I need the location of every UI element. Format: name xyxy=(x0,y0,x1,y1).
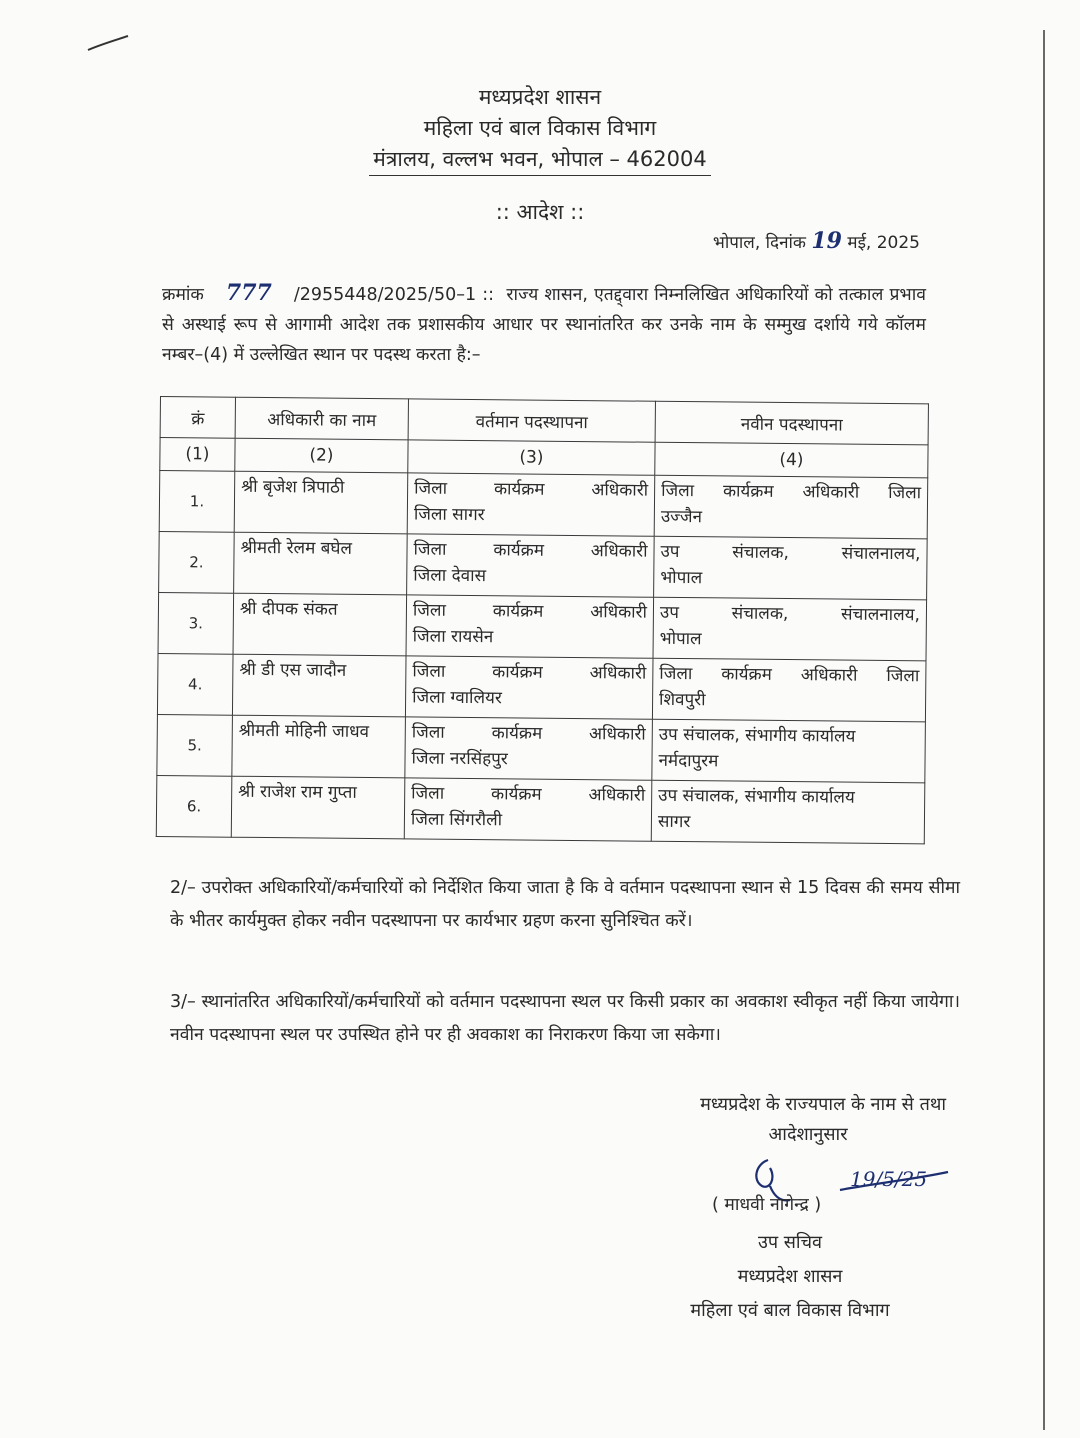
current-posting xyxy=(404,778,652,841)
authority-line-1: मध्यप्रदेश के राज्यपाल के नाम से तथा xyxy=(700,1094,946,1115)
new-posting xyxy=(652,658,926,722)
colnum-4: (4) xyxy=(655,442,928,478)
table-row xyxy=(156,775,925,843)
current-posting-line1: जिला कार्यक्रम अधिकारी xyxy=(411,783,646,806)
new-posting-line2: सागर xyxy=(657,811,691,833)
officer-name: श्री डी एस जादौन xyxy=(232,654,406,717)
current-posting xyxy=(406,595,654,658)
new-posting-line2: शिवपुरी xyxy=(659,689,706,711)
scan-edge-line xyxy=(1043,30,1045,1430)
new-posting xyxy=(653,597,927,661)
new-posting-line2: भोपाल xyxy=(659,628,702,650)
new-posting-line1: उप संचालक, संभागीय कार्यालय xyxy=(658,724,856,747)
pen-mark xyxy=(84,30,134,54)
new-posting-line1: उप संचालक, संचालनालय, xyxy=(659,602,921,626)
authority-line-2: आदेशानुसार xyxy=(768,1124,848,1145)
current-posting xyxy=(405,717,653,780)
current-posting-line2: जिला देवास xyxy=(413,565,487,587)
table-row xyxy=(159,471,928,539)
current-posting-line2: जिला सिंगरौली xyxy=(410,809,503,831)
officer-name: श्री दीपक संकत xyxy=(233,593,407,656)
table-row xyxy=(157,714,926,782)
header-line-1: मध्यप्रदेश शासन xyxy=(478,85,602,109)
designation-org-1: मध्यप्रदेश शासन xyxy=(737,1266,843,1287)
transfer-table xyxy=(156,396,929,844)
authority-block xyxy=(700,1090,946,1150)
current-posting-line1: जिला कार्यक्रम अधिकारी xyxy=(412,661,647,684)
new-posting xyxy=(652,719,926,783)
paragraph-3: 3/– स्थानांतरित अधिकारियों/कर्मचारियों को वर्तमान पदस्थापना स्थल पर किसी प्रकार का अवकाश स्वीकृत नहीं किया जायेगा। नवीन पदस्थापना स्थल पर उपस्थित होने पर ही अवकाश का निराकरण किया जा सकेगा। xyxy=(170,992,960,1045)
order-date xyxy=(713,228,920,254)
current-posting xyxy=(407,473,655,536)
new-posting-line1: उप संचालक, संभागीय कार्यालय xyxy=(658,785,855,808)
officer-name: श्री बृजेश त्रिपाठी xyxy=(234,471,408,534)
colnum-1: (1) xyxy=(160,438,235,472)
designation-org-2: महिला एवं बाल विकास विभाग xyxy=(690,1300,890,1321)
header-name: अधिकारी का नाम xyxy=(235,397,408,440)
signature-date: 19/5/25 xyxy=(850,1167,928,1191)
order-number-handwritten: 777 xyxy=(225,280,272,306)
letterhead xyxy=(0,82,1080,176)
signatory-name: ( माधवी नागेन्द्र ) xyxy=(712,1195,822,1215)
new-posting-line1: जिला कार्यक्रम अधिकारी जिला xyxy=(661,480,922,504)
new-posting xyxy=(654,475,928,539)
order-ref: /2955448/2025/50–1 :: xyxy=(293,285,495,305)
paragraph-2: 2/– उपरोक्त अधिकारियों/कर्मचारियों को निर्देशित किया जाता है कि वे वर्तमान पदस्थापना स्थान से 15 दिवस की समय सीमा के भीतर कार्यमुक्त होकर नवीन पदस्थापना पर कार्यभार ग्रहण करना सुनिश्चित करें। xyxy=(170,878,960,931)
colnum-2: (2) xyxy=(235,438,408,473)
date-day-handwritten: 19 xyxy=(811,228,842,254)
table-row xyxy=(157,653,926,721)
order-intro xyxy=(162,278,926,370)
row-sn: 2. xyxy=(159,531,235,593)
table-row xyxy=(159,531,928,599)
current-posting-line1: जिला कार्यक्रम अधिकारी xyxy=(412,600,648,623)
signature-scribble xyxy=(690,1150,970,1228)
header-new-posting: नवीन पदस्थापना xyxy=(655,401,928,445)
current-posting-line1: जिला कार्यक्रम अधिकारी xyxy=(414,478,649,501)
new-posting-line2: भोपाल xyxy=(660,567,703,589)
officer-name: श्रीमती मोहिनी जाधव xyxy=(232,715,406,778)
new-posting-line2: उज्जैन xyxy=(660,506,703,528)
officer-name: श्रीमती रेलम बघेल xyxy=(234,532,408,595)
header-sn: क्रं xyxy=(160,397,235,439)
new-posting-line1: उप संचालक, संचालनालय, xyxy=(660,541,921,565)
header-line-3: मंत्रालय, वल्लभ भवन, भोपाल – 462004 xyxy=(369,144,710,176)
row-sn: 3. xyxy=(158,592,234,654)
designation: उप सचिव xyxy=(757,1232,823,1253)
current-posting-line2: जिला सागर xyxy=(413,504,485,526)
order-title: :: आदेश :: xyxy=(495,200,585,224)
current-posting-line1: जिला कार्यक्रम अधिकारी xyxy=(413,539,648,562)
date-prefix: भोपाल, दिनांक xyxy=(712,233,806,253)
current-posting-line2: जिला ग्वालियर xyxy=(412,687,502,709)
row-sn: 4. xyxy=(157,653,233,715)
table-row xyxy=(158,592,927,660)
new-posting xyxy=(654,536,928,600)
colnum-3: (3) xyxy=(408,440,655,475)
transfer-table-wrapper xyxy=(156,396,929,844)
row-sn: 5. xyxy=(157,714,233,776)
current-posting-line1: जिला कार्यक्रम अधिकारी xyxy=(411,722,646,745)
row-sn: 1. xyxy=(159,471,235,533)
date-suffix: मई, 2025 xyxy=(847,233,920,253)
current-posting-line2: जिला रायसेन xyxy=(412,626,494,648)
order-text: राज्य शासन, एतद्द्वारा निम्नलिखित अधिकारियों को तत्काल प्रभाव से अस्थाई रूप से आगामी आदेश तक प्रशासकीय आधार पर स्थानांतरित कर उनके नाम के सम्मुख दर्शाये गये कॉलम नम्बर–(4) में उल्लेखित स्थान पर पदस्थ करता है:– xyxy=(162,285,926,365)
current-posting xyxy=(405,656,653,719)
new-posting-line1: जिला कार्यक्रम अधिकारी जिला xyxy=(659,663,920,687)
designation-block xyxy=(640,1226,940,1328)
header-current-posting: वर्तमान पदस्थापना xyxy=(408,399,655,442)
order-label: क्रमांक xyxy=(162,285,204,305)
new-posting-line2: नर्मदापुरम xyxy=(658,750,719,772)
officer-name: श्री राजेश राम गुप्ता xyxy=(231,776,405,839)
header-line-2: महिला एवं बाल विकास विभाग xyxy=(423,116,657,140)
current-posting xyxy=(407,534,655,597)
new-posting xyxy=(651,780,925,844)
current-posting-line2: जिला नरसिंहपुर xyxy=(411,748,508,770)
row-sn: 6. xyxy=(156,775,232,837)
